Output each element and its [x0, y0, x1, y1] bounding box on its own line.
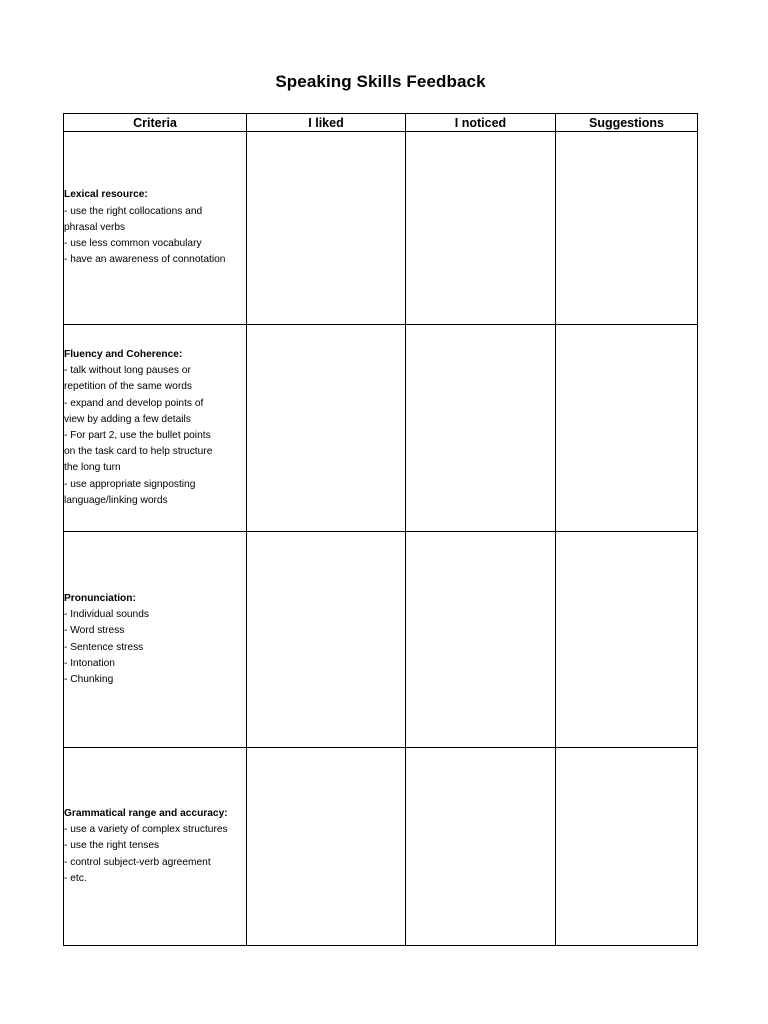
- i-liked-cell[interactable]: [247, 748, 406, 946]
- i-noticed-cell[interactable]: [406, 532, 556, 748]
- header-i-liked: I liked: [247, 114, 406, 132]
- criteria-cell: [64, 748, 247, 946]
- criteria-line: - For part 2, use the bullet points: [64, 430, 211, 441]
- i-liked-cell[interactable]: [247, 132, 406, 325]
- criteria-cell: [64, 532, 247, 748]
- criteria-cell: [64, 132, 247, 325]
- criteria-line: the long turn: [64, 462, 121, 474]
- criteria-line: view by adding a few details: [64, 413, 191, 425]
- suggestions-cell[interactable]: [556, 132, 698, 325]
- feedback-table: [63, 113, 698, 946]
- i-noticed-cell[interactable]: [406, 132, 556, 325]
- table-row-pronunciation: [64, 532, 698, 748]
- criteria-line: - Chunking: [64, 673, 114, 685]
- criteria-line: on the task card to help structure: [64, 446, 213, 458]
- criteria-line: - use the right tenses: [64, 840, 160, 852]
- header-i-noticed: I noticed: [406, 114, 556, 132]
- criteria-cell: [64, 325, 247, 532]
- criteria-line: - Individual sounds: [64, 609, 149, 621]
- table-row-lexical-resource: [64, 132, 698, 325]
- suggestions-cell[interactable]: [556, 532, 698, 748]
- criteria-line: - Intonation: [64, 657, 115, 669]
- criteria-line: - use less common vocabulary: [64, 238, 202, 250]
- criteria-line: - talk without long pauses or: [64, 365, 191, 377]
- criteria-line: - control subject-verb agreement: [64, 856, 211, 868]
- criteria-heading: Pronunciation:: [64, 592, 136, 604]
- criteria-line: - use the right collocations and: [64, 205, 203, 217]
- criteria-line: - expand and develop points of: [64, 397, 204, 409]
- suggestions-cell[interactable]: [556, 748, 698, 946]
- criteria-line: - use appropriate signposting: [64, 478, 196, 490]
- criteria-line: - etc.: [64, 872, 87, 884]
- table-row-fluency-coherence: [64, 325, 698, 532]
- i-noticed-cell[interactable]: [406, 748, 556, 946]
- criteria-line: repetition of the same words: [64, 381, 192, 393]
- table-row-grammatical-range: [64, 748, 698, 946]
- header-criteria: Criteria: [64, 114, 247, 132]
- criteria-line: language/linking words: [64, 494, 168, 506]
- criteria-heading: Fluency and Coherence:: [64, 348, 183, 360]
- header-suggestions: Suggestions: [556, 114, 698, 132]
- criteria-heading: Grammatical range and accuracy:: [64, 807, 228, 819]
- criteria-line: - use a variety of complex structures: [64, 824, 228, 836]
- suggestions-cell[interactable]: [556, 325, 698, 532]
- criteria-heading: Lexical resource:: [64, 189, 148, 201]
- i-liked-cell[interactable]: [247, 532, 406, 748]
- i-noticed-cell[interactable]: [406, 325, 556, 532]
- page-title: Speaking Skills Feedback: [275, 72, 486, 91]
- i-liked-cell[interactable]: [247, 325, 406, 532]
- criteria-line: phrasal verbs: [64, 221, 126, 233]
- criteria-line: - Sentence stress: [64, 641, 144, 653]
- criteria-line: - have an awareness of connotation: [64, 254, 226, 266]
- header-row: [64, 114, 698, 132]
- criteria-line: - Word stress: [64, 625, 125, 637]
